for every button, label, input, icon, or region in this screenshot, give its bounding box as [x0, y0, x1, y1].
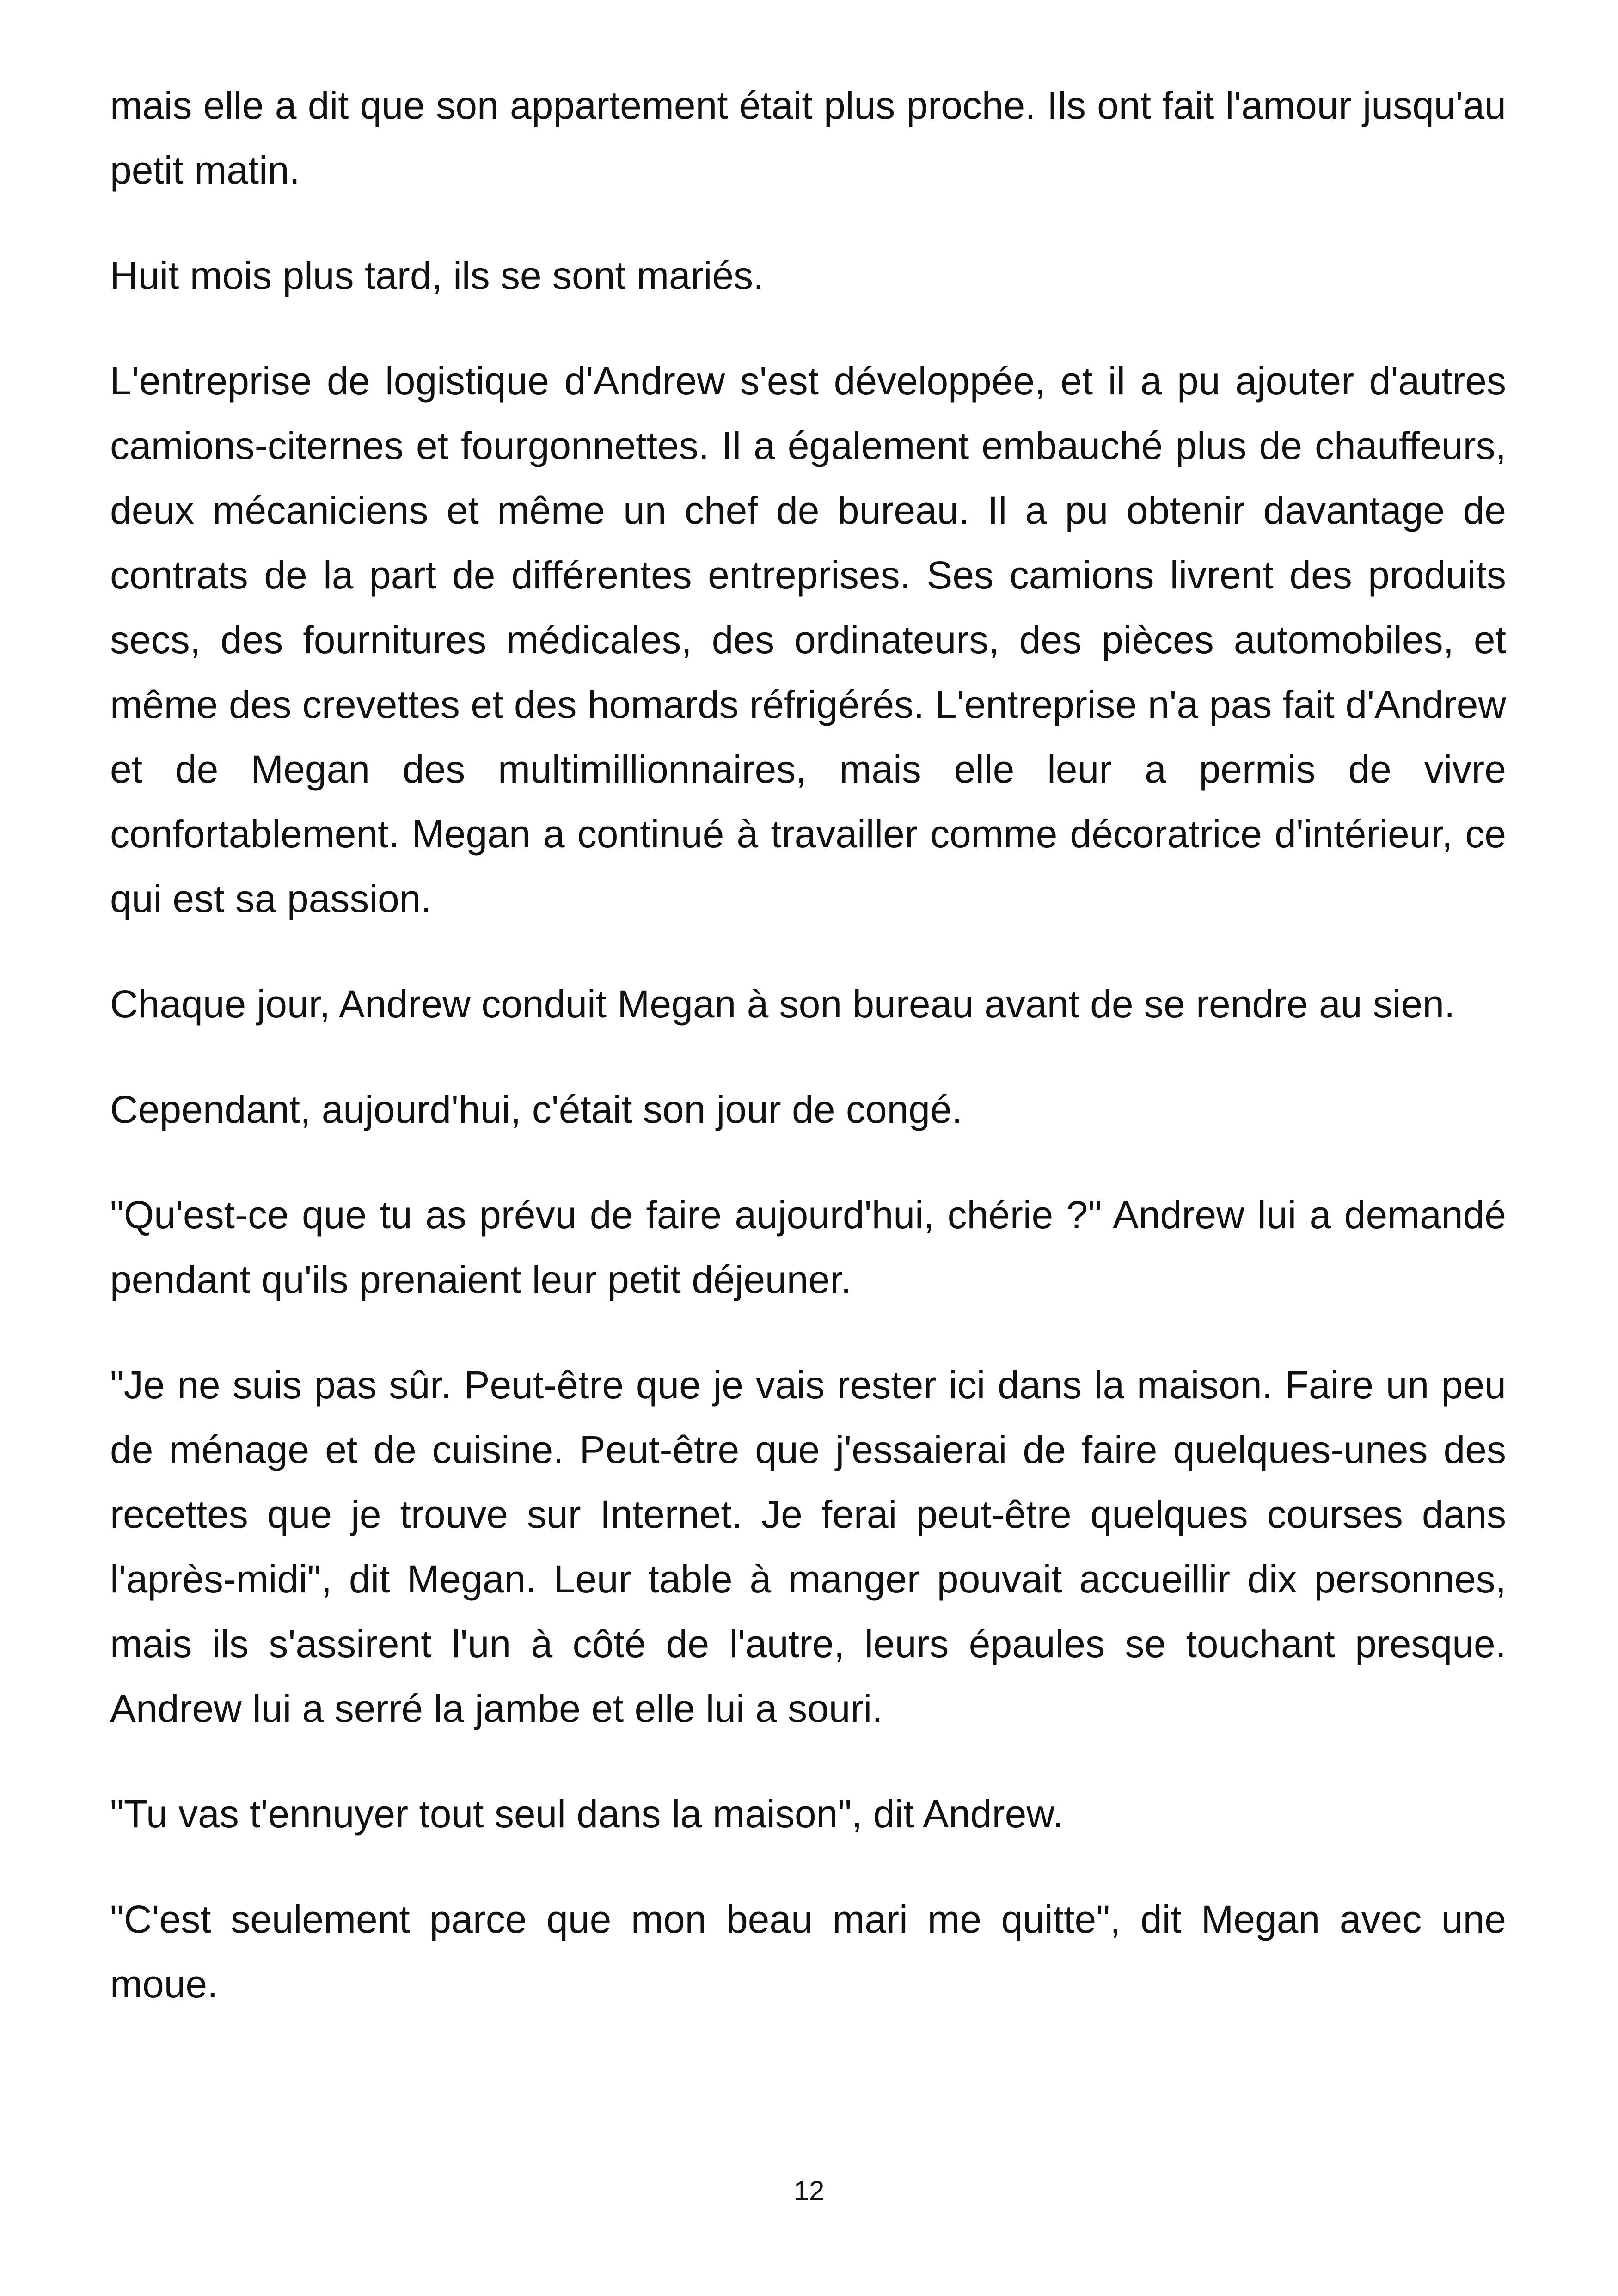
body-text [110, 73, 1506, 2057]
paragraph: "Tu vas t'ennuyer tout seul dans la maison", dit Andrew. [110, 1792, 1063, 1836]
paragraph: mais elle a dit que son appartement était plus proche. Ils ont fait l'amour jusqu'au petit matin. [110, 84, 1506, 192]
paragraph: "Je ne suis pas sûr. Peut-être que je vais rester ici dans la maison. Faire un peu de ménage et de cuisine. Peut-être que j'essaierai de faire quelques-unes des recettes que je trouve sur Internet. Je ferai peut-être quelques courses dans l'après-midi", dit Megan. Leur table à manger pouvait accueillir dix personnes, mais ils s'assirent l'un à côté de l'autre, leurs épaules se touchant presque. Andrew lui a serré la jambe et elle lui a souri. [110, 1363, 1506, 1730]
paragraph: "Qu'est-ce que tu as prévu de faire aujourd'hui, chérie ?" Andrew lui a demandé pendant qu'ils prenaient leur petit déjeuner. [110, 1193, 1506, 1301]
paragraph: "C'est seulement parce que mon beau mari me quitte", dit Megan avec une moue. [110, 1898, 1506, 2006]
paragraph: Chaque jour, Andrew conduit Megan à son bureau avant de se rendre au sien. [110, 982, 1455, 1026]
paragraph: L'entreprise de logistique d'Andrew s'est développée, et il a pu ajouter d'autres camions-citernes et fourgonnettes. Il a également embauché plus de chauffeurs, deux mécaniciens et même un chef de bureau. Il a pu obtenir davantage de contrats de la part de différentes entreprises. Ses camions livrent des produits secs, des fournitures médicales, des ordinateurs, des pièces automobiles, et même des crevettes et des homards réfrigérés. L'entreprise n'a pas fait d'Andrew et de Megan des multimillionnaires, mais elle leur a permis de vivre confortablement. Megan a continué à travailler comme décoratrice d'intérieur, ce qui est sa passion. [110, 359, 1506, 920]
paragraph: Cependant, aujourd'hui, c'était son jour de congé. [110, 1088, 963, 1131]
paragraph: Huit mois plus tard, ils se sont mariés. [110, 254, 764, 297]
page-number: 12 [793, 2175, 825, 2206]
